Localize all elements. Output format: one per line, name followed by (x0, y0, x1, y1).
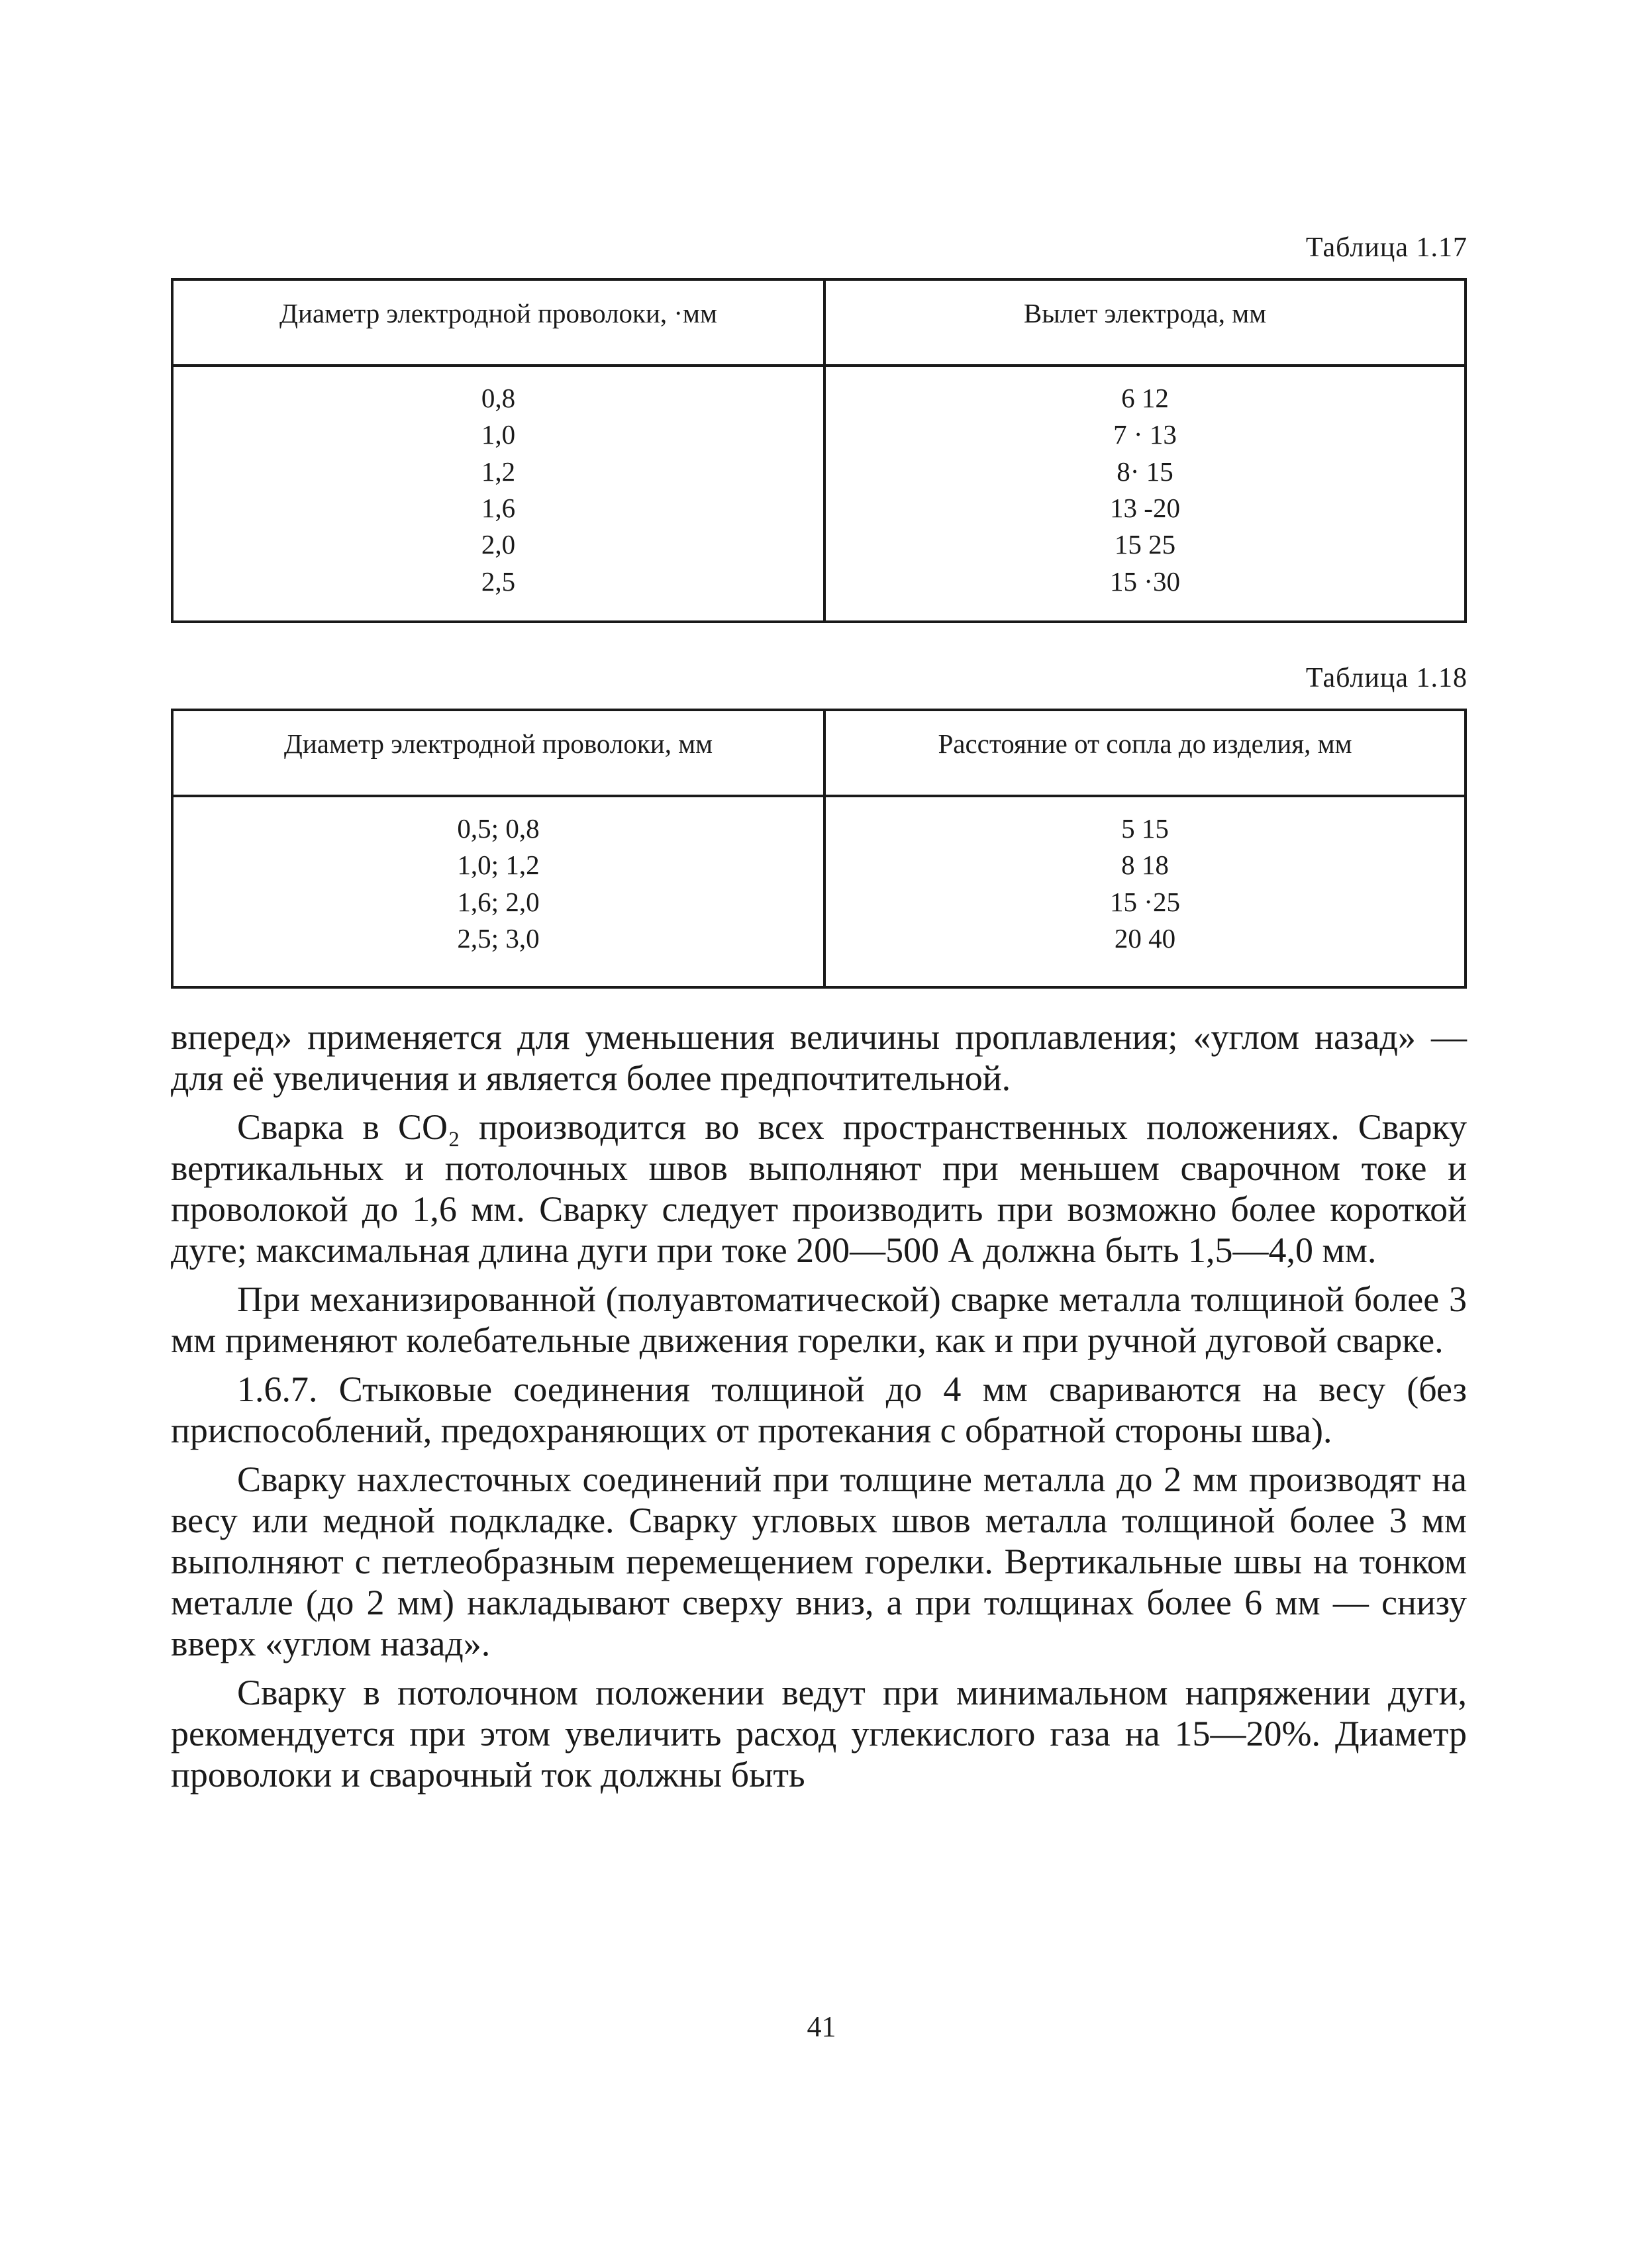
table-cell: 15 25 (1114, 529, 1176, 560)
table-cell: 2,5 (481, 566, 516, 597)
table-cell: 1,0; 1,2 (457, 850, 540, 881)
column-cells-distance (824, 796, 1466, 987)
table-cell: 8· 15 (1117, 456, 1173, 487)
body-text (171, 1016, 1467, 1803)
table-cell: 5 15 (1121, 813, 1169, 844)
table-cell: 1,6; 2,0 (457, 886, 540, 917)
table-cell: 6 12 (1121, 383, 1169, 413)
column-cells-stickout (824, 366, 1466, 622)
table-body-row (172, 366, 1466, 622)
table-cell: 1,0 (481, 419, 516, 450)
column-header: Вылет электрода, мм (824, 279, 1466, 366)
table-cell: 0,5; 0,8 (457, 813, 540, 844)
table-cell: 20 40 (1114, 923, 1176, 954)
table-cell: 1,6 (481, 493, 516, 524)
column-header: Диаметр электродной проволоки, ·мм (172, 279, 824, 366)
table-wire-stickout (171, 278, 1467, 623)
table-cell: 8 18 (1121, 850, 1169, 881)
table-cell: 2,5; 3,0 (457, 923, 540, 954)
table-header-row (172, 279, 1466, 366)
table-cell: 7 · 13 (1113, 419, 1177, 450)
column-cells-diameter (172, 796, 824, 987)
table-body-row (172, 796, 1466, 987)
page-number: 41 (807, 2010, 836, 2043)
table-cell: 2,0 (481, 529, 516, 560)
table-caption: Таблица 1.18 (1305, 663, 1468, 693)
table-cell: 13 -20 (1110, 493, 1180, 524)
paragraph: 1.6.7. Стыковые соединения толщиной до 4 мм свариваются на весу (без приспособлений, предохраняющих от протекания с обратной стороны шва). (171, 1369, 1467, 1450)
table-cell: 1,2 (481, 456, 516, 487)
table-caption: Таблица 1.17 (1305, 232, 1468, 263)
column-cells-diameter (172, 366, 824, 622)
paragraph: При механизированной (полуавтоматической) сварке металла толщиной более 3 мм применяют колебательные движения горелки, как и при ручной дуговой сварке. (171, 1279, 1467, 1360)
paragraph: Сварка в СО₂ производится во всех пространственных положениях. Сварку вертикальных и потолочных швов выполняют при меньшем сварочном токе и проволокой до 1,6 мм. Сварку следует производить при возможно более короткой дуге; максимальная длина дуги при токе 200—500 А должна быть 1,5—4,0 мм. (171, 1107, 1467, 1270)
paragraph: Сварку в потолочном положении ведут при минимальном напряжении дуги, рекомендуется при этом увеличить расход углекислого газа на 15—20%. Диаметр проволоки и сварочный ток должны быть (171, 1673, 1467, 1795)
table-header-row (172, 710, 1466, 796)
column-header: Расстояние от сопла до изделия, мм (824, 710, 1466, 796)
paragraph: вперед» применяется для уменьшения величины проплавления; «углом назад» — для её увеличения и является более предпочтительной. (171, 1017, 1467, 1098)
table-cell: 0,8 (481, 383, 516, 413)
paragraph: Сварку нахлесточных соединений при толщине металла до 2 мм производят на весу или медной подкладке. Сварку угловых швов металла толщиной более 3 мм выполняют с петлеобразным перемещением горелки. Вертикальные швы на тонком металле (до 2 мм) накладывают сверху вниз, а при толщинах более 6 мм — снизу вверх «углом назад». (171, 1459, 1467, 1663)
column-header: Диаметр электродной проволоки, мм (172, 710, 824, 796)
table-cell: 15 ·30 (1110, 566, 1180, 597)
table-nozzle-distance (171, 709, 1467, 989)
table-cell: 15 ·25 (1110, 886, 1180, 917)
